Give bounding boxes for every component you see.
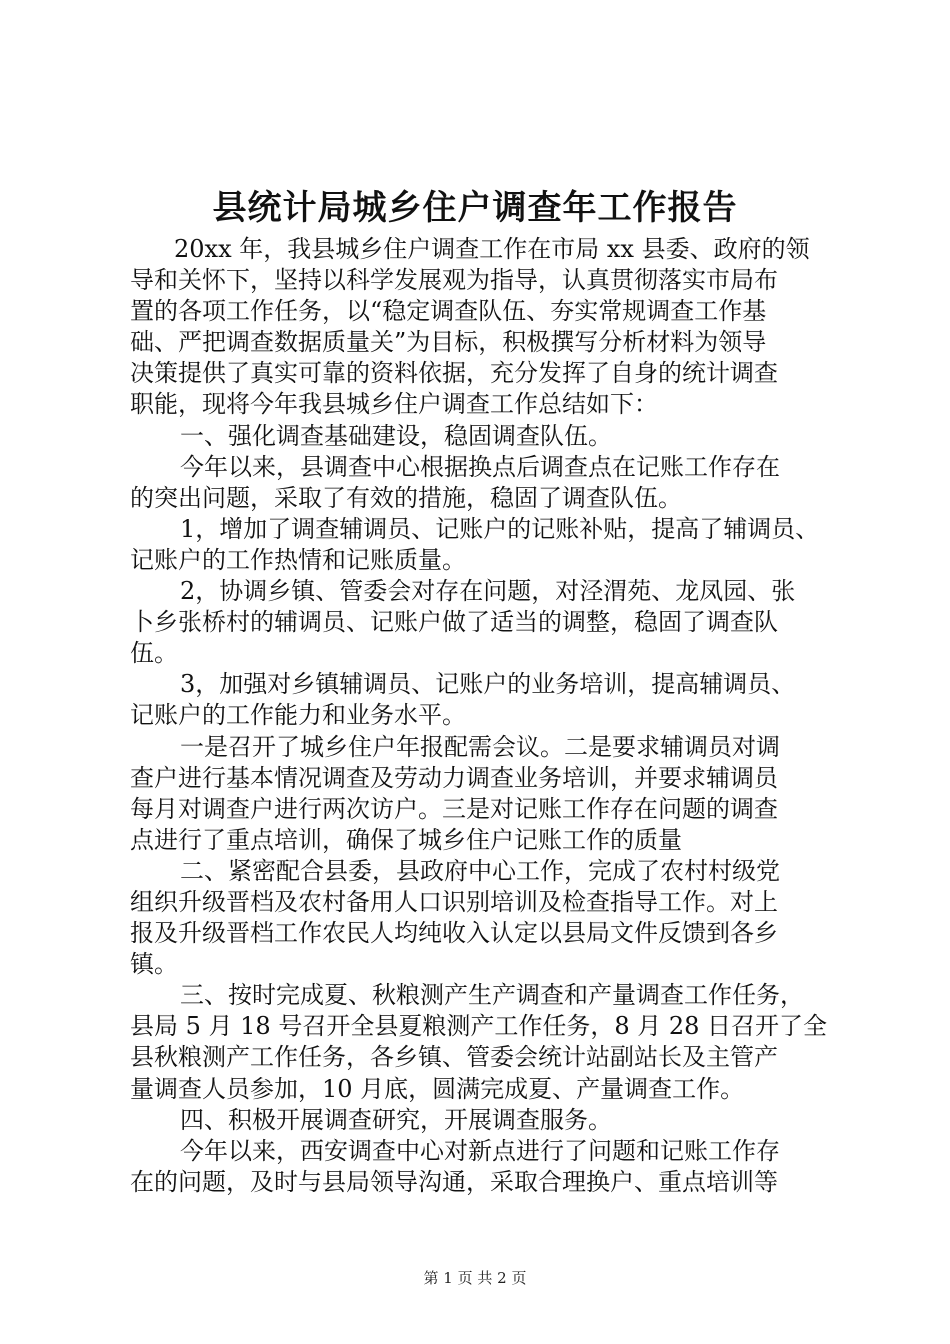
text-line: 一是召开了城乡住户年报配需会议。二是要求辅调员对调: [180, 732, 780, 761]
text-line: 县秋粮测产工作任务，各乡镇、管委会统计站副站长及主管产: [130, 1043, 778, 1072]
text-line: 组织升级晋档及农村备用人口识别培训及检查指导工作。对上: [130, 887, 778, 916]
text-line: 在的问题，及时与县局领导沟通，采取合理换户、重点培训等: [130, 1167, 778, 1196]
text-line: 决策提供了真实可靠的资料依据，充分发挥了自身的统计调查: [130, 359, 778, 388]
text-line: 卜乡张桥村的辅调员、记账户做了适当的调整，稳固了调查队: [130, 608, 778, 637]
section-heading: 三、按时完成夏、秋粮测产生产调查和产量调查工作任务，: [180, 981, 804, 1010]
section-heading: 二、紧密配合县委，县政府中心工作，完成了农村村级党: [180, 856, 780, 885]
text-line: 点进行了重点培训，确保了城乡住户记账工作的质量: [130, 825, 682, 854]
text-line: 记账户的工作能力和业务水平。: [130, 701, 466, 730]
document-title: 县统计局城乡住户调查年工作报告: [212, 188, 738, 228]
section-heading: 四、积极开展调查研究，开展调查服务。: [180, 1105, 612, 1134]
text-line: 20xx 年，我县城乡住户调查工作在市局 xx 县委、政府的领: [174, 235, 810, 263]
page-footer: 第 1 页 共 2 页: [423, 1269, 527, 1287]
text-line: 3，加强对乡镇辅调员、记账户的业务培训，提高辅调员、: [180, 670, 796, 699]
text-line: 职能，现将今年我县城乡住户调查工作总结如下：: [130, 390, 658, 419]
document-body: [130, 234, 830, 1198]
text-line: 2，协调乡镇、管委会对存在问题，对泾渭苑、龙凤园、张: [180, 577, 796, 606]
text-line: 每月对调查户进行两次访户。三是对记账工作存在问题的调查: [130, 794, 778, 823]
text-line: 今年以来，县调查中心根据换点后调查点在记账工作存在: [180, 452, 780, 481]
text-line: 量调查人员参加，10 月底，圆满完成夏、产量调查工作。: [130, 1074, 745, 1103]
text-line: 县局 5 月 18 号召开全县夏粮测产工作任务，8 月 28 日召开了全: [130, 1012, 828, 1041]
section-heading: 一、强化调查基础建设，稳固调查队伍。: [180, 421, 612, 450]
text-line: 础、严把调查数据质量关”为目标，积极撰写分析材料为领导: [130, 328, 767, 357]
text-line: 报及升级晋档工作农民人均纯收入认定以县局文件反馈到各乡: [130, 919, 778, 948]
text-line: 记账户的工作热情和记账质量。: [130, 545, 466, 574]
text-line: 今年以来，西安调查中心对新点进行了问题和记账工作存: [180, 1136, 780, 1165]
text-line: 查户进行基本情况调查及劳动力调查业务培训，并要求辅调员: [130, 763, 778, 792]
text-line: 1，增加了调查辅调员、记账户的记账补贴，提高了辅调员、: [180, 514, 820, 543]
text-line: 镇。: [130, 950, 178, 979]
text-line: 伍。: [130, 639, 178, 668]
text-line: 置的各项工作任务，以“稳定调查队伍、夯实常规调查工作基: [130, 297, 767, 326]
text-line: 导和关怀下，坚持以科学发展观为指导，认真贯彻落实市局布: [130, 266, 778, 295]
text-line: 的突出问题，采取了有效的措施，稳固了调查队伍。: [130, 483, 682, 512]
